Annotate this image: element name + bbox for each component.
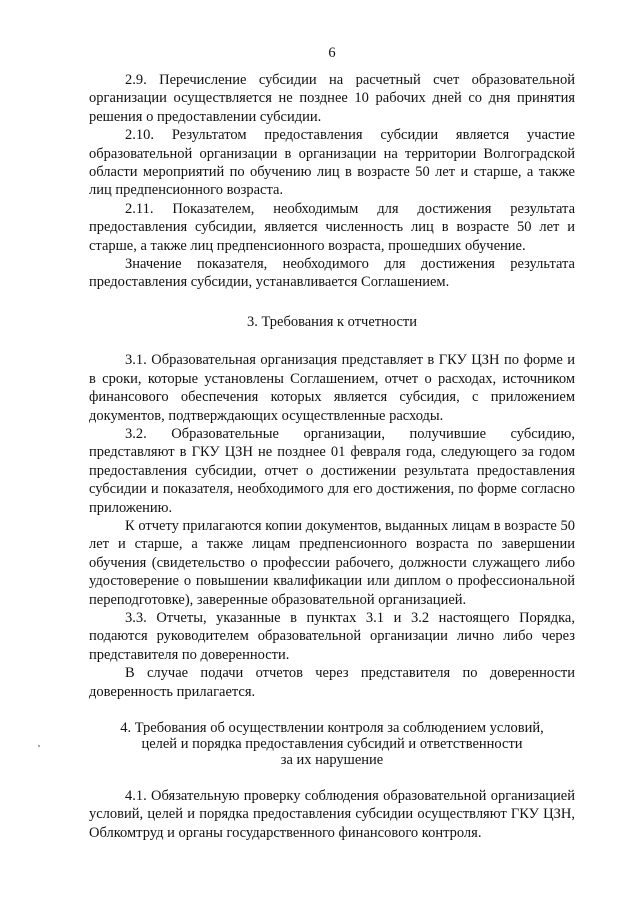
paragraph-3-2: 3.2. Образовательные организации, получившие субсидию, представляют в ГКУ ЦЗН не позднее 01 февраля года, следующего за годом предоставления субсидии, отчет о достижении результата предоставления субсидии и показателя, необходимого для его достижения, по форме согласно приложению. bbox=[89, 425, 575, 516]
section-4-heading-line-1: 4. Требования об осуществлении контроля за соблюдением условий, bbox=[120, 720, 544, 736]
paragraph-2-9: 2.9. Перечисление субсидии на расчетный счет образовательной организации осуществляется не позднее 10 рабочих дней со дня принятия решения о предоставлении субсидии. bbox=[89, 72, 575, 125]
section-3 bbox=[89, 313, 575, 701]
paragraph-2-11-value: Значение показателя, необходимого для достижения результата предоставления субсидии, устанавливается Соглашением. bbox=[89, 256, 575, 291]
paragraph-2-10: 2.10. Результатом предоставления субсидии является участие образовательной организации в организации на территории Волгоградской области мероприятий по обучению лиц в возрасте 50 лет и старше, а также лиц предпенсионного возраста. bbox=[89, 127, 575, 199]
section-2-continuation bbox=[89, 71, 575, 292]
paragraph-3-2-attachments: К отчету прилагаются копии документов, выданных лицам в возрасте 50 лет и старше, а также лицам предпенсионного возраста по завершении обучения (свидетельство о профессии рабочего, должности служащего либо удостоверение о повышении квалификации или диплом о профессиональной переподготовке), заверенные образовательной организацией. bbox=[89, 517, 575, 608]
section-4-heading-line-3: за их нарушение bbox=[280, 752, 384, 768]
document-body bbox=[89, 71, 575, 842]
paragraph-3-3: 3.3. Отчеты, указанные в пунктах 3.1 и 3.2 настоящего Порядка, подаются руководителем образовательной организации лично либо через представителя по доверенности. bbox=[89, 609, 575, 663]
page-number: 6 bbox=[328, 45, 336, 61]
section-4 bbox=[89, 720, 575, 842]
paragraph-2-11: 2.11. Показателем, необходимым для достижения результата предоставления субсидии, является численность лиц в возрасте 50 лет и старше, а также лиц предпенсионного возраста, прошедших обучение. bbox=[89, 200, 575, 254]
section-3-heading: 3. Требования к отчетности bbox=[246, 313, 418, 330]
scan-speck bbox=[38, 745, 40, 747]
paragraph-3-1: 3.1. Образовательная организация представляет в ГКУ ЦЗН по форме и в сроки, которые установлены Соглашением, отчет о расходах, источником финансового обеспечения которых является субсидия, с приложением документов, подтверждающих осуществленные расходы. bbox=[89, 352, 575, 424]
paragraph-3-3-proxy: В случае подачи отчетов через представителя по доверенности доверенность прилагается. bbox=[89, 665, 575, 700]
paragraph-4-1: 4.1. Обязательную проверку соблюдения образовательной организацией условий, целей и порядка предоставления субсидии осуществляют ГКУ ЦЗН, Облкомтруд и органы государственного финансового контроля. bbox=[89, 788, 575, 841]
section-4-heading bbox=[89, 720, 575, 768]
section-4-heading-line-2: целей и порядка предоставления субсидий и ответственности bbox=[141, 736, 523, 752]
